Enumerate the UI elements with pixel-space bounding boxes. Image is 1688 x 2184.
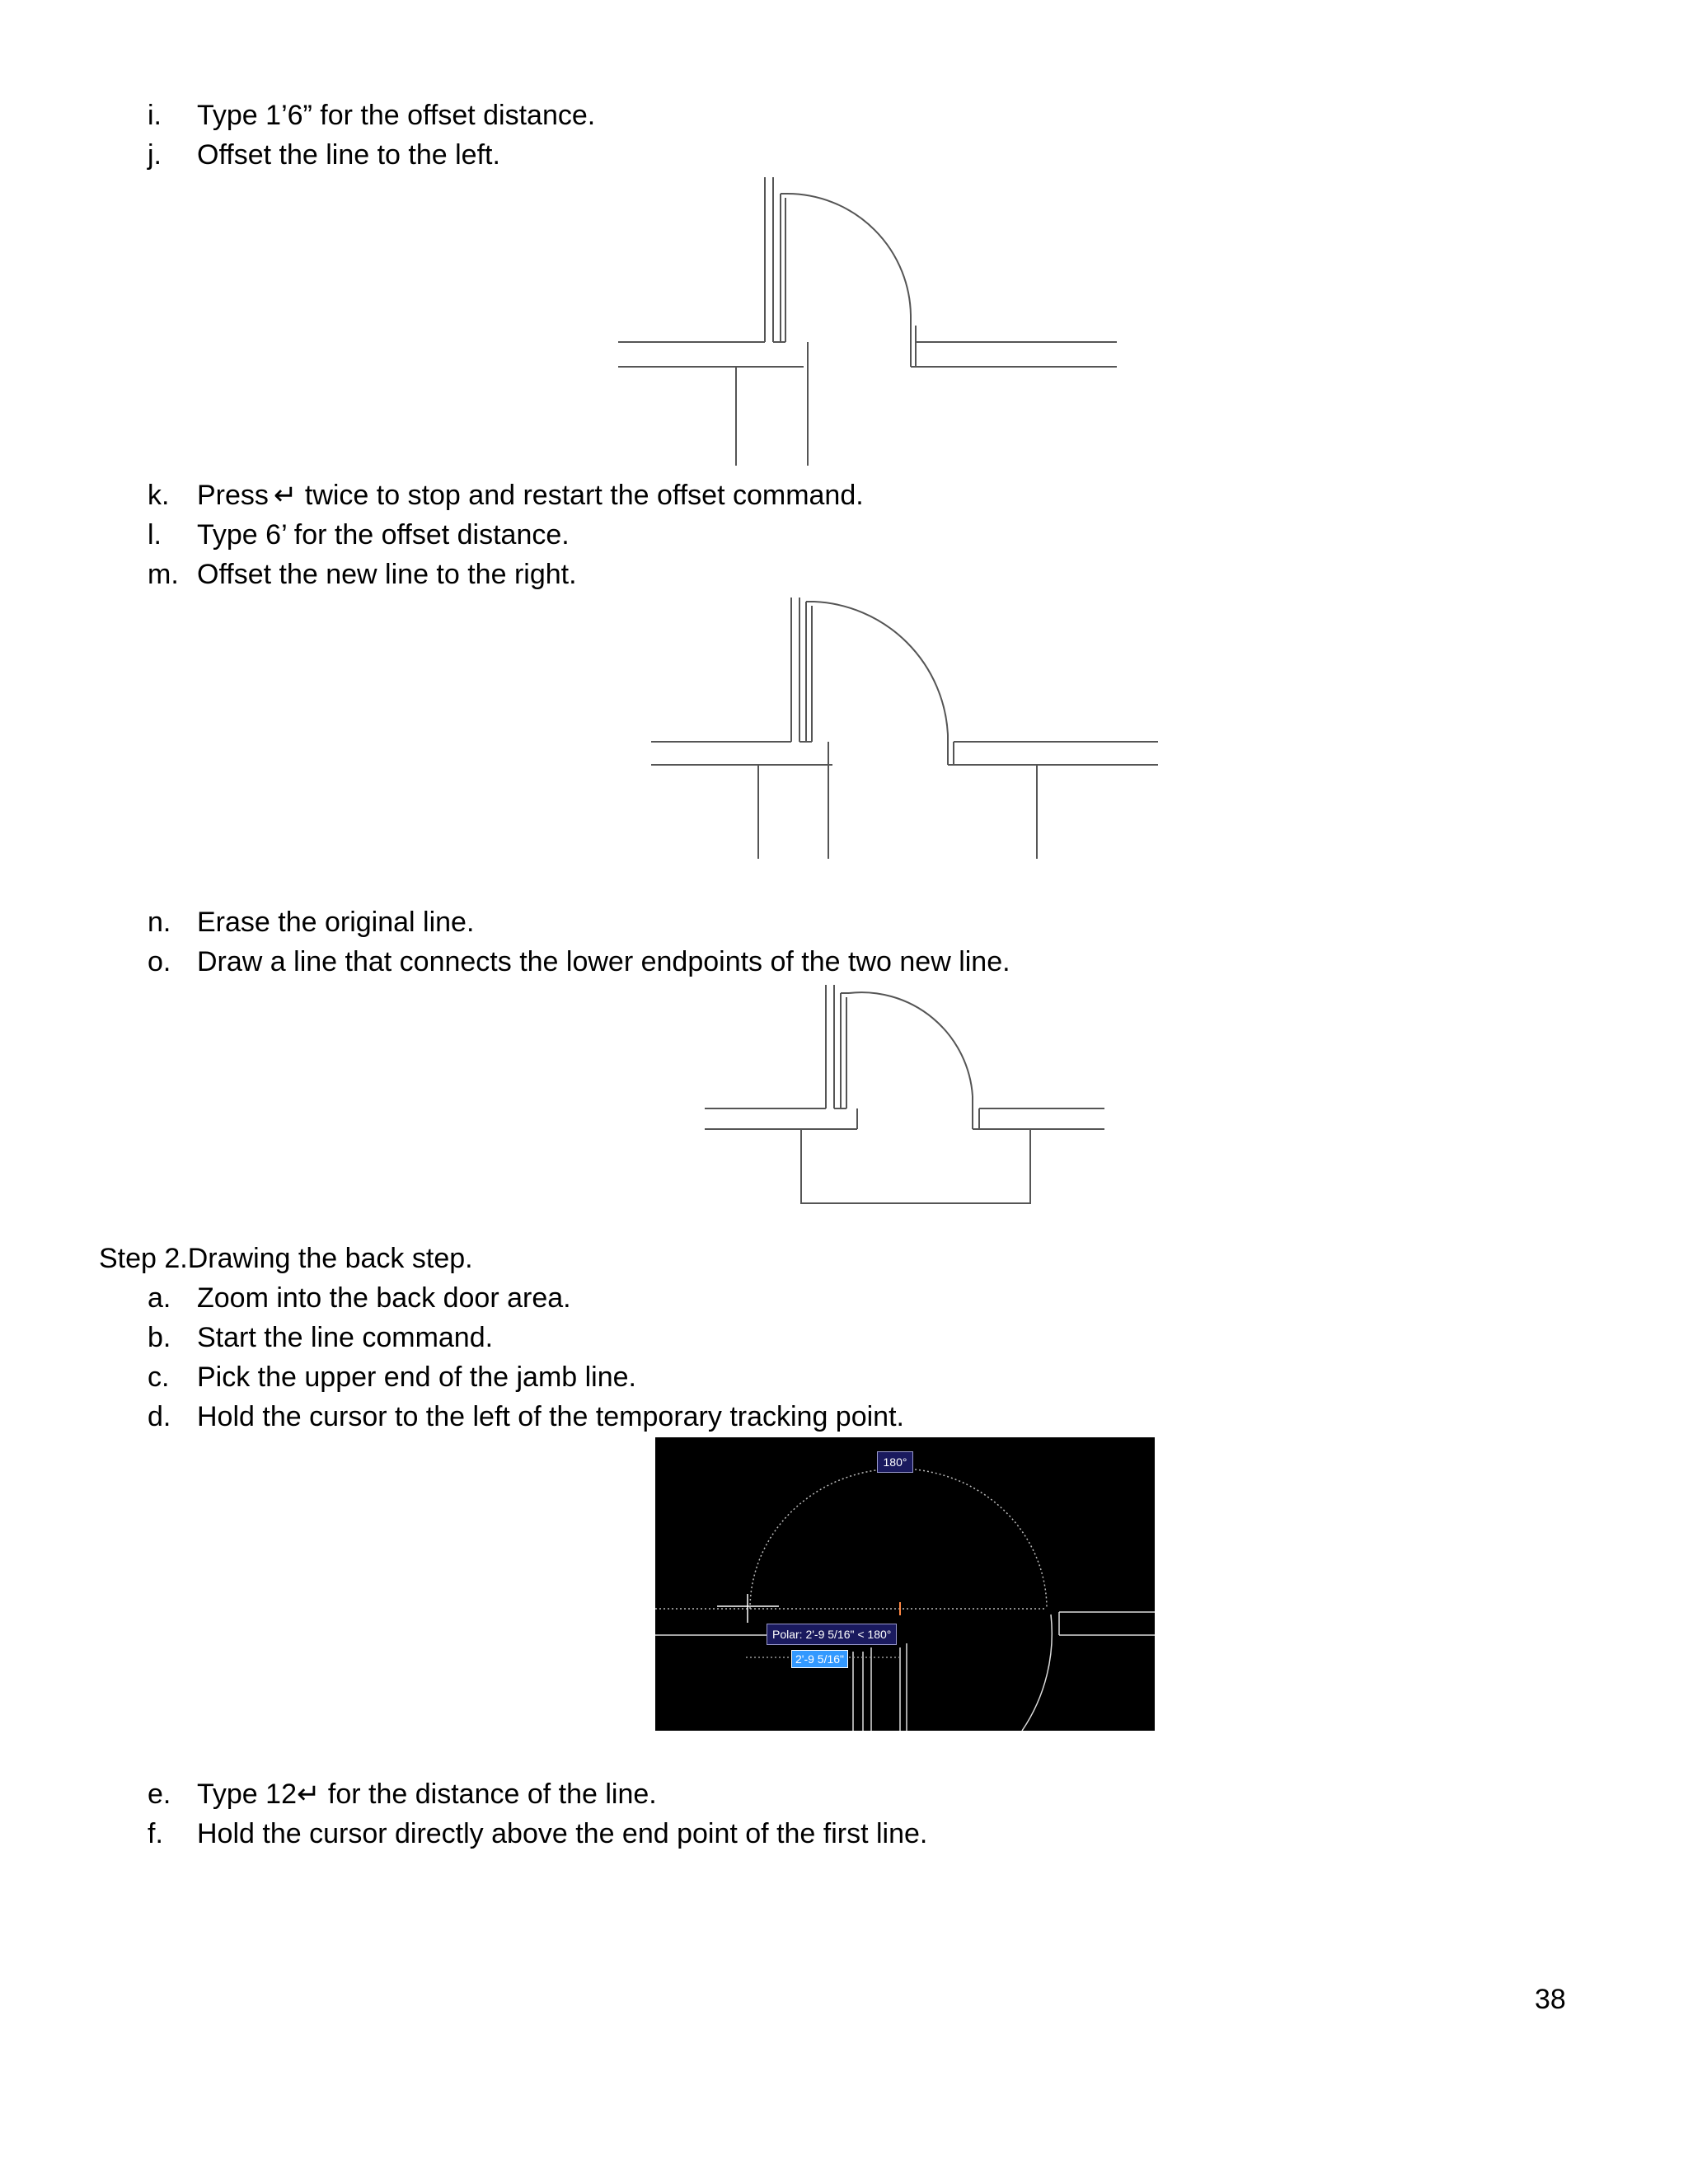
angle-tooltip: 180°	[877, 1451, 913, 1473]
text-after: twice to stop and restart the offset command.	[297, 480, 864, 511]
cad-screenshot	[655, 1437, 1155, 1731]
list-text: Hold the cursor to the left of the temporary tracking point.	[197, 1401, 904, 1432]
enter-key-icon: ↵	[273, 480, 298, 511]
list-text: Draw a line that connects the lower endpoints of the two new line.	[197, 946, 1010, 977]
list-text: Pick the upper end of the jamb line.	[197, 1361, 636, 1393]
list-text: Offset the line to the left.	[197, 139, 500, 171]
cad-drawing	[655, 1437, 1155, 1731]
list-marker: m.	[148, 559, 179, 590]
list-item-m	[148, 558, 1466, 591]
list-text: Hold the cursor directly above the end point of the first line.	[197, 1818, 928, 1849]
list-item-j	[148, 138, 1466, 171]
text-before: Press	[197, 480, 269, 511]
text-after: for the distance of the line.	[320, 1779, 657, 1810]
step-2-title: Step 2.Drawing the back step.	[99, 1243, 473, 1274]
list-text: Offset the new line to the right.	[197, 559, 577, 590]
list-item-l	[148, 518, 1466, 551]
list-marker: d.	[148, 1401, 171, 1432]
list-item-e	[148, 1778, 1466, 1811]
list-item-n	[148, 906, 1466, 939]
list-item-a	[148, 1282, 1466, 1315]
list-marker: c.	[148, 1361, 170, 1393]
list-marker: i.	[148, 100, 162, 131]
enter-key-icon: ↵	[296, 1779, 321, 1810]
list-item-c	[148, 1361, 1466, 1394]
page-number: 38	[1535, 1984, 1566, 2015]
list-text	[197, 1778, 657, 1811]
list-text: Type 1’6” for the offset distance.	[197, 100, 596, 131]
list-marker: e.	[148, 1779, 171, 1810]
list-item-b	[148, 1321, 1466, 1354]
list-item-i	[148, 99, 1466, 132]
list-marker: f.	[148, 1818, 163, 1849]
list-marker: o.	[148, 946, 171, 977]
list-marker: n.	[148, 907, 171, 938]
door-step-figure-3	[701, 981, 1113, 1212]
list-item-d	[148, 1400, 1466, 1433]
list-text	[197, 479, 864, 512]
list-marker: j.	[148, 139, 162, 171]
list-marker: l.	[148, 519, 162, 551]
list-marker: k.	[148, 480, 170, 511]
list-marker: b.	[148, 1322, 171, 1353]
list-item-f	[148, 1817, 1466, 1850]
distance-input[interactable]: 2'-9 5/16"	[791, 1650, 848, 1668]
list-text: Start the line command.	[197, 1322, 494, 1353]
door-offset-figure-2	[647, 593, 1166, 865]
list-text: Erase the original line.	[197, 907, 475, 938]
list-text: Type 6’ for the offset distance.	[197, 519, 570, 551]
text-before: Type 12	[197, 1779, 297, 1810]
list-item-o	[148, 945, 1466, 978]
polar-tooltip: Polar: 2'-9 5/16" < 180°	[767, 1624, 897, 1645]
door-offset-figure-1	[614, 173, 1125, 474]
list-marker: a.	[148, 1282, 171, 1314]
list-item-k	[148, 479, 1466, 512]
list-text: Zoom into the back door area.	[197, 1282, 571, 1314]
